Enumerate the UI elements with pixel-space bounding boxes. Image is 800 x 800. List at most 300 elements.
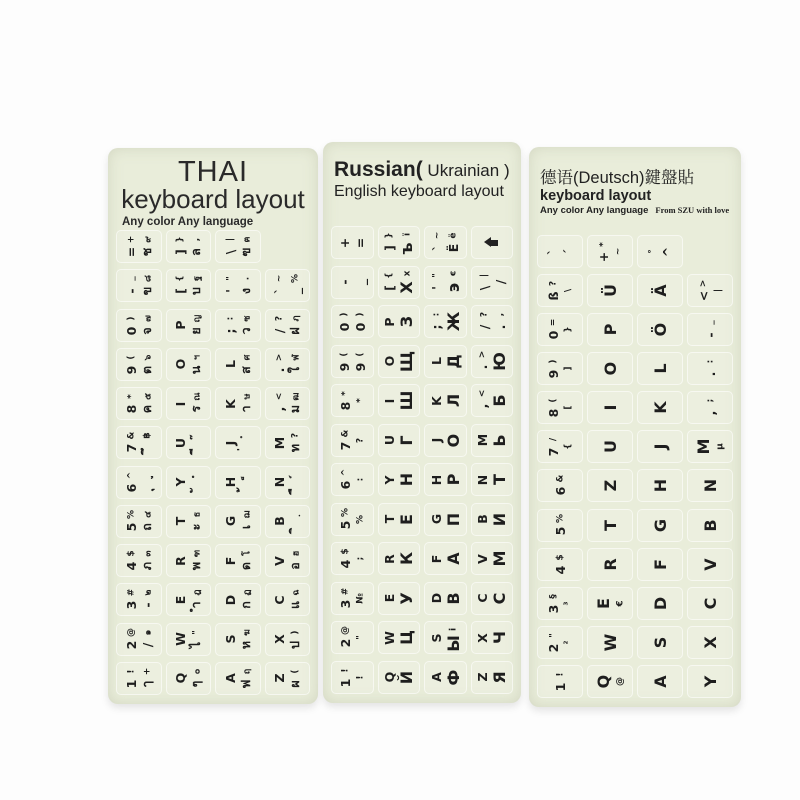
key-glyph-column xyxy=(595,673,612,690)
key-glyph: ` xyxy=(544,248,560,255)
key-glyph-column xyxy=(652,399,669,416)
key-glyph: ธ xyxy=(192,511,203,518)
key-glyph: B xyxy=(700,518,720,532)
key-glyph-column xyxy=(288,430,302,455)
key-glyph-column xyxy=(475,591,489,605)
key-glyph-column xyxy=(445,392,462,409)
key-glyph: E xyxy=(381,594,397,603)
key-glyph: . xyxy=(492,324,508,330)
key-cell xyxy=(471,384,514,417)
key-glyph-column xyxy=(398,590,415,607)
key-glyph: ฑ xyxy=(192,549,203,558)
key-glyph-column xyxy=(553,473,567,498)
key-glyph: € xyxy=(614,600,625,607)
key-glyph-column xyxy=(223,554,237,568)
key-glyph: } xyxy=(563,326,573,333)
key-cell xyxy=(215,505,261,538)
key-glyph-column xyxy=(288,313,302,338)
key-glyph-column xyxy=(445,268,462,296)
key-cell xyxy=(215,544,261,577)
key-cell xyxy=(265,623,311,656)
key-glyph: @ xyxy=(614,676,625,686)
key-glyph: B xyxy=(474,514,490,524)
key-cell xyxy=(166,426,212,459)
key-cell xyxy=(537,274,583,307)
key-glyph-column xyxy=(546,356,560,381)
key-glyph: ! xyxy=(555,672,565,677)
key-glyph: ё xyxy=(448,232,459,239)
key-glyph: ศ xyxy=(241,354,252,361)
key-glyph: Д xyxy=(443,353,463,369)
key-glyph: ; xyxy=(428,324,444,330)
key-glyph: * xyxy=(598,242,608,247)
key-glyph: В xyxy=(443,592,463,605)
key-glyph: Л xyxy=(443,393,463,408)
key-glyph: 1 xyxy=(123,679,139,689)
key-glyph: М xyxy=(490,550,510,567)
key-cell xyxy=(378,503,421,536)
key-glyph: . xyxy=(702,371,718,377)
key-glyph-column xyxy=(696,278,710,303)
key-glyph: і xyxy=(448,627,459,631)
key-glyph: ` xyxy=(429,244,445,252)
key-glyph: V xyxy=(700,557,720,571)
key-glyph-column xyxy=(124,430,138,455)
key-glyph: % xyxy=(340,507,351,517)
key-glyph: ฉ xyxy=(291,589,302,596)
key-glyph-column xyxy=(382,591,396,605)
key-glyph: ค xyxy=(138,404,154,414)
key-glyph-column xyxy=(446,230,460,255)
key-glyph: L xyxy=(650,363,670,374)
key-glyph: เ xyxy=(237,524,253,529)
key-glyph-column xyxy=(491,392,508,409)
key-glyph-column xyxy=(272,514,286,528)
key-glyph: } xyxy=(384,232,395,239)
key-cell xyxy=(166,662,212,695)
key-grid xyxy=(535,235,735,698)
key-glyph: ; xyxy=(355,556,366,561)
key-cell xyxy=(637,235,683,268)
key-cell xyxy=(687,274,733,307)
key-glyph: ( xyxy=(125,355,136,360)
key-glyph: 8 xyxy=(337,401,353,411)
key-glyph-column xyxy=(124,234,138,259)
key-glyph-column xyxy=(338,507,352,532)
key-cell xyxy=(471,582,514,615)
key-cell xyxy=(637,548,683,581)
key-glyph-column xyxy=(475,473,489,487)
key-glyph-column xyxy=(189,352,203,377)
key-cell xyxy=(537,352,583,385)
key-cell xyxy=(424,542,467,575)
key-band xyxy=(329,345,515,378)
key-glyph: ๐ xyxy=(192,668,203,675)
key-cell xyxy=(587,509,633,542)
key-glyph: Ы xyxy=(443,635,463,652)
key-band xyxy=(535,274,735,307)
key-glyph-column xyxy=(429,270,443,295)
key-glyph: ร xyxy=(188,405,204,413)
key-glyph: X xyxy=(271,634,287,644)
key-cell xyxy=(687,665,733,698)
key-glyph-column xyxy=(491,471,508,488)
key-glyph: V xyxy=(271,555,287,566)
key-glyph: I xyxy=(381,398,397,403)
key-glyph: ฤ xyxy=(241,668,252,675)
key-glyph: _ xyxy=(125,276,136,282)
key-glyph-column xyxy=(288,666,302,691)
key-glyph: { xyxy=(384,271,395,279)
key-glyph xyxy=(189,441,203,455)
key-glyph: Ю xyxy=(490,351,510,371)
key-glyph-column xyxy=(445,550,462,567)
key-glyph: A xyxy=(428,672,444,683)
key-band xyxy=(114,544,312,577)
key-glyph-column xyxy=(652,321,669,338)
key-cell xyxy=(424,463,467,496)
key-glyph-column xyxy=(189,430,203,455)
key-glyph-column xyxy=(546,434,560,459)
sticker-title: 德语(Deutsch)鍵盤貼 xyxy=(540,169,695,187)
key-glyph-column xyxy=(602,282,619,299)
key-cell xyxy=(116,623,162,656)
key-glyph-column xyxy=(475,388,489,413)
key-cell xyxy=(471,226,514,259)
key-glyph: < xyxy=(477,389,488,398)
key-glyph: > xyxy=(477,350,488,358)
sticker-title-regular: Ukrainian ) xyxy=(422,161,510,180)
key-glyph: " xyxy=(224,276,235,282)
key-glyph: U xyxy=(381,435,397,446)
key-glyph-column xyxy=(189,548,203,573)
key-band xyxy=(114,269,312,302)
key-glyph-column xyxy=(124,352,138,377)
key-glyph: U xyxy=(600,440,620,454)
key-glyph: Z xyxy=(600,480,620,492)
key-glyph-column xyxy=(477,270,491,295)
key-cell xyxy=(687,469,733,502)
key-glyph: + xyxy=(141,667,152,676)
key-cell xyxy=(116,230,162,263)
key-glyph xyxy=(288,481,302,495)
key-cell xyxy=(378,345,421,378)
key-glyph: ] xyxy=(172,249,188,255)
key-glyph: Z xyxy=(474,672,490,682)
key-glyph: ? xyxy=(548,280,558,287)
key-cell xyxy=(265,662,311,695)
key-cell xyxy=(424,266,467,299)
key-glyph: ษ xyxy=(241,393,252,400)
key-cell xyxy=(471,424,514,457)
key-glyph: ฃ xyxy=(237,247,253,257)
key-glyph-column xyxy=(398,471,415,488)
key-glyph: ^ xyxy=(125,471,136,479)
key-glyph-column xyxy=(602,360,619,377)
key-cell xyxy=(687,313,733,346)
key-glyph: ย xyxy=(188,326,204,335)
key-glyph: & xyxy=(125,431,136,440)
key-glyph-column xyxy=(337,275,351,289)
key-glyph: 1 xyxy=(337,678,353,688)
key-glyph: ต xyxy=(138,365,154,374)
key-glyph-column xyxy=(223,632,237,646)
key-glyph: D xyxy=(650,596,670,610)
key-glyph: & xyxy=(555,475,565,483)
key-glyph: " xyxy=(191,629,202,635)
key-cell xyxy=(331,503,374,536)
key-cell xyxy=(116,269,162,302)
key-glyph: Г xyxy=(397,435,417,446)
key-cell xyxy=(378,266,421,299)
key-glyph-column xyxy=(288,548,302,573)
key-glyph-column xyxy=(353,349,367,374)
key-glyph-column xyxy=(545,245,559,259)
key-cell xyxy=(424,345,467,378)
key-band xyxy=(114,230,312,263)
key-glyph: : xyxy=(355,477,366,482)
key-glyph: $ xyxy=(555,554,565,561)
key-glyph: V xyxy=(474,553,490,564)
key-glyph-column xyxy=(382,270,396,295)
key-glyph: , xyxy=(702,410,718,416)
key-glyph-column xyxy=(703,395,717,420)
key-glyph-column xyxy=(596,239,610,264)
key-glyph-column xyxy=(652,595,669,612)
key-glyph-column xyxy=(382,433,396,447)
key-glyph: Ц xyxy=(397,630,417,646)
key-glyph: T xyxy=(381,514,397,524)
key-glyph-column xyxy=(124,509,138,534)
key-glyph: Ä xyxy=(650,284,670,297)
key-glyph-column xyxy=(445,669,462,686)
key-glyph: ß xyxy=(545,291,561,301)
key-cell xyxy=(424,503,467,536)
key-glyph-column xyxy=(124,627,138,652)
key-glyph-column xyxy=(398,313,415,330)
key-glyph-column xyxy=(562,324,574,335)
key-cell xyxy=(166,544,212,577)
key-glyph: ถ xyxy=(138,523,154,531)
key-glyph-column xyxy=(382,315,396,329)
key-glyph: S xyxy=(428,633,444,643)
key-glyph-column xyxy=(354,514,366,525)
key-glyph-column xyxy=(140,548,154,573)
key-glyph xyxy=(240,469,251,481)
key-glyph-column xyxy=(337,309,351,334)
key-glyph: ? xyxy=(274,315,285,321)
sticker-tagline xyxy=(540,205,741,216)
key-glyph-column xyxy=(445,313,462,330)
key-glyph-column xyxy=(491,550,508,567)
key-glyph-column xyxy=(614,676,626,687)
key-glyph: % xyxy=(125,509,136,519)
key-glyph-column xyxy=(429,433,443,447)
key-cell xyxy=(424,582,467,615)
key-glyph-column xyxy=(445,624,462,652)
key-glyph: ำ xyxy=(188,601,204,609)
key-glyph: ฝ xyxy=(287,326,303,335)
key-glyph: ไ xyxy=(188,641,204,648)
key-band xyxy=(329,384,515,417)
key-glyph: O xyxy=(172,358,188,370)
key-glyph: Y xyxy=(700,675,720,688)
key-cell xyxy=(331,463,374,496)
key-glyph: อ xyxy=(287,562,303,570)
key-glyph: У xyxy=(397,592,417,605)
key-glyph: N xyxy=(271,476,287,488)
key-cell xyxy=(587,548,633,581)
key-glyph-column xyxy=(553,513,567,538)
key-cell xyxy=(424,661,467,694)
key-cell xyxy=(331,661,374,694)
key-glyph: * xyxy=(125,394,136,399)
key-glyph: ช xyxy=(138,247,154,257)
key-glyph-column xyxy=(703,317,717,342)
key-glyph: < xyxy=(695,290,711,302)
key-glyph-column xyxy=(702,595,719,612)
key-band xyxy=(535,235,735,268)
key-glyph-column xyxy=(652,517,669,534)
key-glyph: . xyxy=(240,277,251,281)
key-band xyxy=(114,662,312,695)
key-glyph-column xyxy=(652,673,669,690)
key-glyph-column xyxy=(429,552,443,566)
key-glyph: \ xyxy=(476,285,492,290)
key-glyph: L xyxy=(222,360,238,369)
key-cell xyxy=(215,387,261,420)
key-cell xyxy=(378,621,421,654)
key-glyph-column xyxy=(602,517,619,534)
key-cell xyxy=(331,582,374,615)
key-cell xyxy=(537,469,583,502)
key-glyph-column xyxy=(353,275,367,289)
key-glyph-column xyxy=(338,625,352,650)
key-glyph-column xyxy=(429,394,443,408)
key-cell xyxy=(215,623,261,656)
key-glyph: Х xyxy=(397,281,417,294)
key-cell xyxy=(637,313,683,346)
key-glyph: E xyxy=(172,595,188,605)
key-band xyxy=(329,266,515,299)
key-glyph-column xyxy=(338,388,352,413)
key-glyph-column xyxy=(124,273,138,298)
key-cell xyxy=(637,430,683,463)
key-glyph: ( xyxy=(339,352,350,357)
key-cell xyxy=(378,542,421,575)
key-glyph-column xyxy=(337,349,351,374)
key-glyph: ญ xyxy=(192,314,203,322)
key-band xyxy=(535,313,735,346)
key-glyph: : xyxy=(224,316,235,320)
key-glyph-column xyxy=(493,309,507,334)
key-cell xyxy=(537,235,583,268)
key-glyph: / xyxy=(492,279,508,285)
key-glyph: 8 xyxy=(545,408,561,418)
key-glyph-column xyxy=(189,234,203,259)
key-glyph-column xyxy=(124,470,138,495)
sticker-tagline: Any color Any language xyxy=(122,216,254,228)
key-glyph: µ xyxy=(714,443,725,451)
key-glyph: " xyxy=(355,635,366,641)
key-glyph: $ xyxy=(340,548,351,555)
key-glyph: C xyxy=(271,595,287,605)
key-glyph: 3 xyxy=(545,604,561,614)
key-glyph: Й xyxy=(397,670,417,685)
key-cell xyxy=(166,505,212,538)
key-glyph-column xyxy=(695,438,712,455)
key-glyph-column xyxy=(652,634,669,651)
key-glyph: @ xyxy=(125,627,136,637)
key-glyph-column xyxy=(124,548,138,573)
key-grid xyxy=(329,226,515,694)
key-glyph-column xyxy=(140,587,154,612)
key-cell xyxy=(471,503,514,536)
key-glyph: Ь xyxy=(490,434,510,447)
key-glyph: , xyxy=(271,406,287,412)
key-cell xyxy=(424,226,467,259)
key-glyph-column xyxy=(223,397,237,411)
key-glyph-column xyxy=(612,246,624,257)
key-glyph-column xyxy=(445,353,462,370)
key-glyph: ๗ xyxy=(142,314,153,322)
key-cell xyxy=(537,430,583,463)
key-glyph: Ч xyxy=(490,631,510,645)
key-glyph: O xyxy=(381,355,397,367)
key-glyph: Щ xyxy=(397,350,417,372)
key-glyph xyxy=(290,508,301,520)
key-glyph: Б xyxy=(490,394,510,407)
key-glyph-column xyxy=(223,593,237,607)
key-glyph-column xyxy=(429,309,443,334)
key-glyph-column xyxy=(382,670,396,684)
key-glyph: O xyxy=(600,361,620,376)
key-glyph: Р xyxy=(443,473,463,486)
key-glyph: % xyxy=(355,514,366,524)
key-glyph-column xyxy=(429,512,443,526)
key-glyph: - xyxy=(139,602,155,608)
key-glyph: * xyxy=(355,398,366,403)
key-glyph-column xyxy=(354,553,366,564)
key-cell xyxy=(424,424,467,457)
key-glyph: F xyxy=(222,556,238,565)
key-cell xyxy=(166,583,212,616)
key-glyph: < xyxy=(274,392,285,401)
key-cell xyxy=(116,662,162,695)
key-cell xyxy=(471,305,514,338)
key-cell xyxy=(587,469,633,502)
key-glyph: : xyxy=(705,359,715,364)
key-glyph: 7 xyxy=(123,443,139,453)
key-glyph: H xyxy=(650,479,670,493)
key-cell xyxy=(166,466,212,499)
key-glyph-column xyxy=(602,438,619,455)
key-glyph: A xyxy=(222,673,238,684)
key-glyph: * xyxy=(340,391,351,396)
key-cell xyxy=(687,391,733,424)
key-glyph: ๔ xyxy=(142,510,153,518)
key-glyph: - xyxy=(123,288,139,294)
key-glyph: Y xyxy=(172,477,188,487)
key-glyph-column xyxy=(553,552,567,577)
key-glyph-column xyxy=(239,391,253,416)
key-glyph-column xyxy=(338,467,352,492)
key-glyph: # xyxy=(125,589,136,597)
key-cell xyxy=(166,348,212,381)
key-glyph: Ü xyxy=(600,284,620,298)
key-glyph-column xyxy=(288,352,302,377)
key-glyph: พ xyxy=(188,562,204,571)
